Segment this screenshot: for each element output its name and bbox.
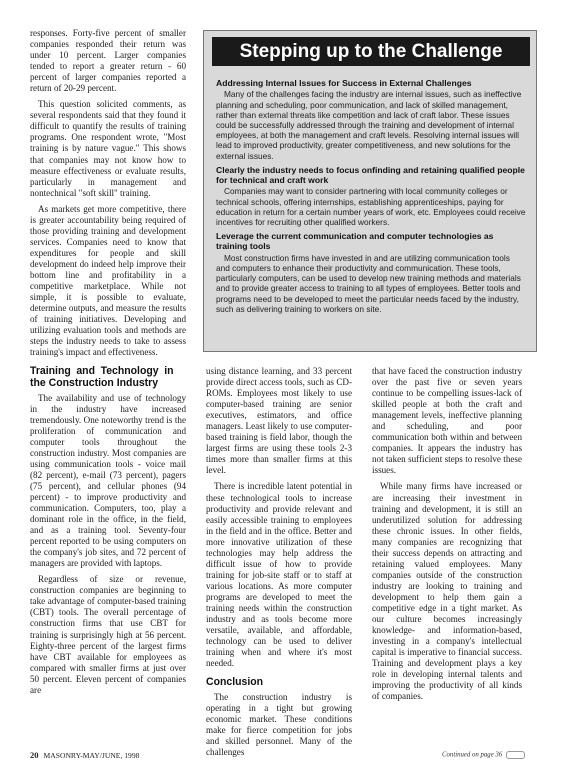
paragraph: that have faced the construction industry over the past five or seven years continue to be compelling issues-lack of skilled people at both the craft and management levels, ineffective planning and scheduling, and poor communication both within and between companies. It appears the industry has not taken sufficient steps to resolve these issues. <box>372 366 522 476</box>
paragraph: The construction industry is operating in a tight but growing economic market. These conditions make for fierce competition for jobs and skilled personnel. Many of the challenges <box>206 691 352 758</box>
publication-name: MASONRY-MAY/JUNE, 1998 <box>43 751 140 760</box>
continued-text: Continued on page 36 <box>442 751 503 759</box>
sidebar-paragraph: Many of the challenges facing the industry are internal issues, such as ineffective planning and scheduling, poor communication, and lack of skilled management, rather than external threats like competition and lack of craft labor. These issues could be successfully addressed through the training and development of internal employees, at both the management and craft levels. Resolving internal issues will lead to improved productivity, greater competitiveness, and new solutions for the external issues. <box>216 89 522 161</box>
paragraph: There is incredible latent potential in these technological tools to increase productivity and provide relevant and easily accessible training to employees in the field and in the office. Better and more innovative utilization of these technologies may help address the difficult issue of how to provide training for job-site staff or to staff at various locations. As more computer programs are developed to meet the training needs within the construction industry and as tools become more versatile, available, and affordable, technology can be used to deliver training when and where it's most needed. <box>206 481 352 669</box>
page-number: 20 <box>30 750 39 760</box>
sidebar-heading: Addressing Internal Issues for Success in External Challenges <box>216 78 472 88</box>
sidebar-title: Stepping up to the Challenge <box>212 37 530 66</box>
sidebar-heading: Leverage the current communication and computer technologies as training tools <box>216 231 494 252</box>
page-footer <box>30 750 139 760</box>
arrow-icon <box>506 751 525 759</box>
section-heading-training-technology: Training and Technology in the Construction Industry <box>30 365 174 389</box>
paragraph: responses. Forty-five percent of smaller companies responded their return was under 10 percent. Larger companies tended to report a greater return - 60 percent of larger companies reported a return of 20-29 percent. <box>30 28 186 94</box>
sidebar-box <box>203 30 537 352</box>
paragraph: using distance learning, and 33 percent provide direct access tools, such as CD-ROMs. Employees most likely to use computer-based training are senior executives, estimators, and office managers. Least likely to use computer-based training is field labor, though the largest firms are using these tools 2-3 times more than smaller firms at this level. <box>206 366 352 476</box>
sidebar-body <box>216 75 526 318</box>
right-column <box>372 366 522 707</box>
paragraph: While many firms have increased or are increasing their investment in training and development, it is still an underutilized solution for addressing these chronic issues. In other fields, many companies are recognizing that their success depends on attracting and retaining valued employees. Many companies outside of the construction industry are looking to training and development to help them gain a competitive edge in a tight market. As our culture becomes increasingly knowledge- and information-based, investing in a company's intellectual capital is imperative to financial success. Training and development plays a key role in developing internal talents and improving the productivity of all kinds of companies. <box>372 481 522 702</box>
middle-column <box>206 366 352 763</box>
sidebar-paragraph: Most construction firms have invested in and are utilizing communication tools and computers to enhance their productivity and communication. These tools, particularly computers, can be used to develop new training methods and materials and to provide greater access to training to all types of employees. Better tools and programs need to be developed to meet the particular needs faced by the industry, such as delivering training to workers on site. <box>216 252 521 314</box>
left-column <box>30 28 186 701</box>
sidebar-paragraph: Companies may want to consider partnering with local community colleges or technical schools, offering internships, establishing apprenticeships, paying for education in return for a certain number years of work, etc. Employees could receive incentives for recruiting other qualified workers. <box>216 186 526 227</box>
sidebar-heading: Clearly the industry needs to focus onfinding and retaining qualified people for technical and craft work <box>216 164 525 186</box>
continued-note <box>442 751 525 759</box>
paragraph: This question solicited comments, as several respondents said that they found it difficult to quantify the results of training programs. One respondent wrote, "Most training is by nature vague." This shows that companies may not know how to measure effectiveness or evaluate results, particularly in management and nontechnical "soft skill" training. <box>30 99 186 198</box>
paragraph: As markets get more competitive, there is greater accountability being required of those providing training and development services. Companies need to know that expenditures for people and skill development do indeed help improve their bottom line and profitability in a competitive marketplace. While not simple, it is possible to evaluate, determine outputs, and measure the results of training initiatives. Developing and utilizing evaluation tools and methods are steps the industry needs to take to assess training's impact and effectiveness. <box>30 203 186 358</box>
section-heading-conclusion: Conclusion <box>206 676 264 689</box>
paragraph: Regardless of size or revenue, construction companies are beginning to take advantage of computer-based training (CBT) tools. The overall percentage of construction firms that use CBT for training is surprisingly high at 56 percent. Eighty-three percent of the largest firms have CBT available for employees as compared with smaller firms at just over 50 percent. Eleven percent of companies are <box>30 574 186 695</box>
paragraph: The availability and use of technology in the industry have increased tremendously. One noteworthy trend is the proliferation of communication and computer tools throughout the construction industry. Most companies are using communication tools - voice mail (82 percent), e-mail (73 percent), pagers (75 percent), and cellular phones (94 percent) - to improve productivity and communication. Computers, too, play a dominant role in the office, in the field, and as a training tool. Seventy-four percent reported to be using computers on the company's job sites, and 72 percent of managers are provided with laptops. <box>30 392 186 569</box>
